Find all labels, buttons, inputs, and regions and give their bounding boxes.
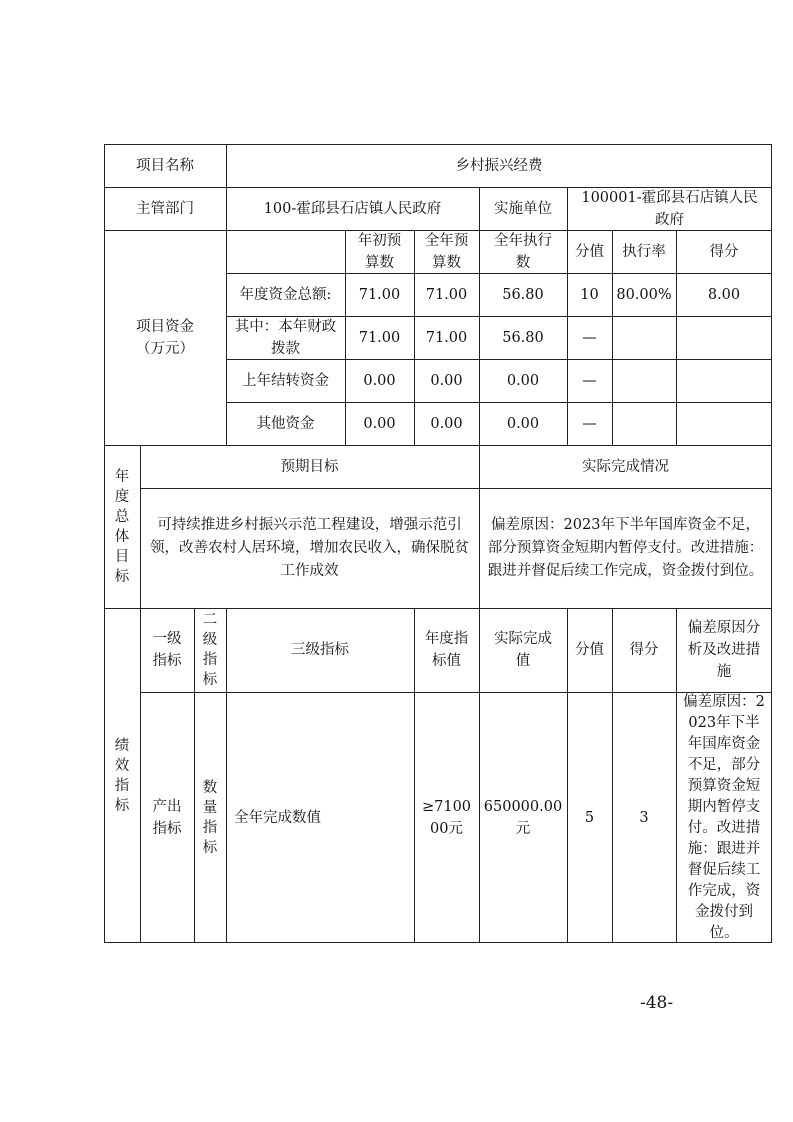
impl-label: 实施单位	[494, 200, 552, 217]
fund-row-annual: 71.00	[425, 329, 468, 346]
funds-header-score: 得分	[709, 243, 739, 260]
fund-row-annual: 0.00	[430, 372, 463, 389]
indicators-header-level2: 二级指标	[202, 612, 218, 688]
fund-row-label: 其中：本年财政拨款	[234, 318, 337, 357]
dept-label: 主管部门	[136, 200, 194, 217]
project-name-value: 乡村振兴经费	[455, 157, 543, 174]
funds-header-initial: 年初预算数	[357, 232, 402, 271]
fund-row-rate: 80.00%	[616, 286, 672, 303]
fund-row-executed: 56.80	[502, 286, 544, 303]
fund-row-rate	[612, 402, 676, 445]
indicators-header-score: 得分	[629, 642, 659, 658]
fund-row-rate	[612, 359, 676, 402]
fund-row-score-value: —	[582, 372, 597, 389]
indicators-header-analysis: 偏差原因分析及改进措施	[687, 620, 761, 680]
indicators-header-level1: 一级指标	[152, 631, 182, 669]
fund-row-rate	[612, 316, 676, 359]
fund-row-score	[676, 359, 772, 402]
fund-row-annual: 0.00	[430, 415, 463, 432]
fund-row-executed: 0.00	[506, 372, 540, 389]
fund-row-score	[676, 402, 772, 445]
goals-actual-text: 偏差原因：2023年下半年国库资金不足，部分预算资金短期内暂停支付。改进措施：跟进并督促后续工作完成，资金拨付到位。	[487, 516, 764, 579]
fund-row-initial: 71.00	[358, 329, 401, 346]
indicator-analysis: 偏差原因：2023年下半年国库资金不足，部分预算资金短期内暂停支付。改进措施：跟进并督促后续工作完成，资金拨付到位。	[683, 693, 765, 941]
fund-row-score	[676, 316, 772, 359]
indicator-score-value: 5	[584, 809, 595, 826]
indicator-target: ≥710000元	[421, 798, 472, 837]
fund-row-executed: 56.80	[502, 329, 544, 346]
goals-actual-header: 实际完成情况	[582, 458, 669, 475]
fund-row-label: 年度资金总额:	[239, 286, 332, 303]
page-number: -48-	[640, 993, 674, 1013]
goals-expected-header: 预期目标	[280, 458, 339, 475]
fund-row-initial: 71.00	[358, 286, 401, 303]
funds-section-label: 项目资金（万元）	[136, 319, 194, 357]
fund-row-score: 8.00	[707, 286, 741, 303]
indicator-level2: 数量指标	[202, 779, 218, 856]
fund-row-initial: 0.00	[363, 415, 396, 432]
indicators-header-score-value: 分值	[575, 642, 604, 658]
indicator-score: 3	[639, 809, 649, 826]
indicator-level1: 产出指标	[152, 798, 182, 837]
indicator-level3: 全年完成数值	[234, 809, 321, 826]
funds-header-score-value: 分值	[575, 243, 604, 260]
indicators-section-label: 绩效指标	[114, 737, 130, 814]
impl-value: 100001-霍邱县石店镇人民政府	[581, 189, 758, 228]
indicators-header-target: 年度指标值	[424, 631, 469, 669]
funds-header-executed: 全年执行数	[494, 232, 552, 271]
fund-row-initial: 0.00	[363, 372, 396, 389]
fund-row-score-value: —	[582, 415, 597, 432]
funds-header-rate: 执行率	[622, 243, 666, 260]
funds-header-annual: 全年预算数	[424, 232, 469, 271]
indicators-header-actual: 实际完成值	[494, 631, 552, 669]
fund-row-label: 其他资金	[256, 415, 315, 432]
indicator-actual: 650000.00元	[483, 798, 563, 837]
fund-row-score-value: 10	[580, 286, 599, 303]
goals-expected-text: 可持续推进乡村振兴示范工程建设，增强示范引领，改善农村人居环境，增加农民收入，确保脱贫工作成效	[150, 516, 469, 579]
indicators-header-level3: 三级指标	[291, 642, 349, 658]
fund-row-executed: 0.00	[506, 415, 540, 432]
fund-row-score-value: —	[582, 329, 597, 346]
goals-section-label: 年度总体目标	[114, 469, 130, 585]
fund-row-label: 上年结转资金	[242, 372, 329, 389]
fund-row-annual: 71.00	[425, 286, 468, 303]
project-name-label: 项目名称	[136, 157, 194, 174]
dept-value: 100-霍邱县石店镇人民政府	[263, 200, 442, 217]
